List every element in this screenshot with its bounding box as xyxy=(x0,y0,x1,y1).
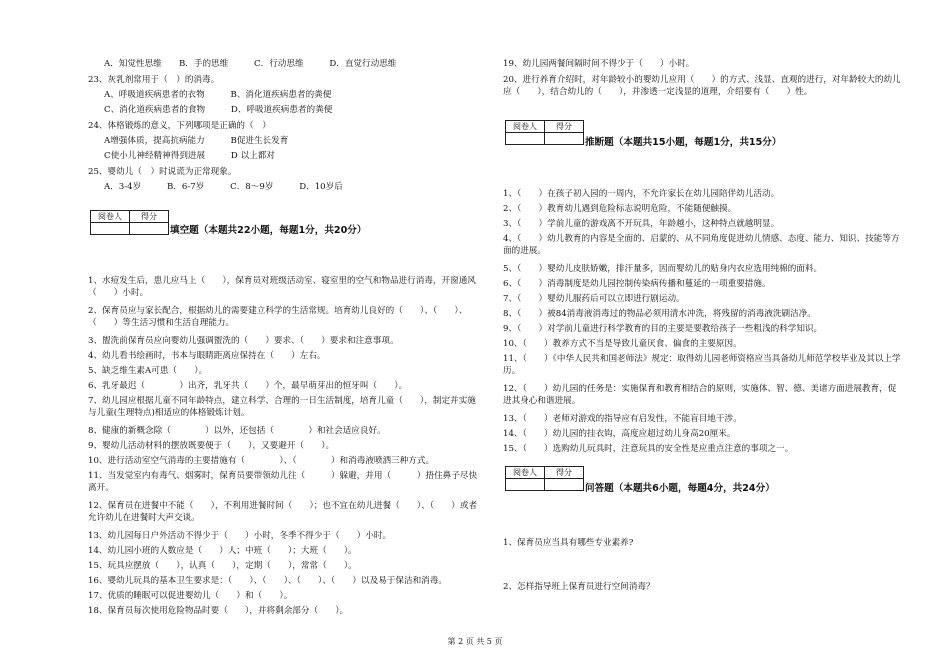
judgment-item: 9、（ ）对学前儿童进行科学教育的目的主要是要教给孩子一些粗浅的科学知识。 xyxy=(503,324,823,334)
reviewer-label: 阅卷人 xyxy=(91,211,130,223)
score-box xyxy=(505,120,584,145)
q25-stem: 25、婴幼儿（ ）时说谎为正常现象。 xyxy=(88,167,237,177)
score-label: 得分 xyxy=(545,121,584,133)
fill-item: 16、婴幼儿玩具的基本卫生要求是：（ ）、（ ）、（ ）、（ ）以及易于保洁和消毒。 xyxy=(88,576,447,586)
fill-item: 6、乳牙最迟（ ）出齐，乳牙共（ ）个，最早萌芽出的恒牙叫（ ）。 xyxy=(88,381,408,391)
fill-item: 10、进行活动室空气消毒的主要措施有（ ）、（ ）和消毒液喷洒三种方式。 xyxy=(88,456,435,466)
fill-item: 8、健康的新概念除（ ）以外，还包括（ ）和社会适应良好。 xyxy=(88,426,386,436)
fill-item: 17、优质的睡眠可以促进婴幼儿（ ）和（ ）。 xyxy=(88,591,293,601)
q25-options: A．3-4岁 B．6-7岁 C．8～9岁 D．10岁后 xyxy=(104,182,343,192)
qa-item: 1、保育员应当具有哪些专业素养? xyxy=(503,538,634,548)
score-label: 得分 xyxy=(545,467,584,479)
judgment-item: 3、（ ）学前儿童的游戏离不开玩具，年龄越小，这种特点就越明显。 xyxy=(503,219,780,229)
fill-item: 15、玩具应摆放（ ），认真（ ），定期（ ），常常（ ）。 xyxy=(88,561,357,571)
reviewer-label: 阅卷人 xyxy=(506,121,545,133)
score-box xyxy=(90,210,169,235)
fill-item: 9、婴幼儿活动材料的摆放既要便于（ ），又要避开（ ）。 xyxy=(88,441,335,451)
judgment-item: 12、（ ）幼儿园的任务是：实施保育和教育相结合的原则，实施体、智、德、美诸方面进展教育，促进其身心和谐进展。 xyxy=(503,384,897,406)
fill-item: 2、保育员应与家长配合，根据幼儿的需要建立科学的生活常规。培育幼儿良好的（ ）、（ ）、（ ）等生活习惯和生活自理能力。 xyxy=(88,306,468,328)
reviewer-label: 阅卷人 xyxy=(506,467,545,479)
judgment-item: 6、（ ）消毒制度是幼儿园控制传染病传播和蔓延的一项重要措施。 xyxy=(503,279,771,289)
score-cell xyxy=(130,223,169,235)
judgment-item: 4、（ ）幼儿教育的内容是全面的、启蒙的、从不同角度促进幼儿情感、态度、能力、知识、技能等方面的进展。 xyxy=(503,234,900,256)
judgment-item: 10、（ ）教养方式不当是导致儿童厌食、偏食的主要原因。 xyxy=(503,339,742,349)
fill-item: 11、当发觉室内有毒气、烟雾时，保育员要带领幼儿往（ ）躲避，并用（ ）捂住鼻子尽快离开。 xyxy=(88,471,478,493)
fill-blank-section-title: 填空题（本题共22小题，每题1分，共20分） xyxy=(170,225,367,236)
q24-options-cd: C使小儿神经精神得到进展 D 以上都对 xyxy=(104,151,275,161)
q23-options-ab: A、呼吸道疾病患者的衣物 B、消化道疾病患者的粪便 xyxy=(104,90,332,100)
judgment-section-title: 推断题（本题共15小题，每题1分，共15分） xyxy=(585,137,782,148)
q22-options: A．知觉性思维 B．手的思维 C．行动思维 D．直觉行动思维 xyxy=(104,59,397,69)
judgment-item: 5、（ ）婴幼儿皮肤娇嫩，排汗量多，因而婴幼儿的贴身内衣应选用纯棉的面料。 xyxy=(503,264,823,274)
qa-item: 2、怎样指导班上保育员进行空间消毒？ xyxy=(503,582,655,592)
reviewer-cell xyxy=(506,133,545,145)
score-cell xyxy=(545,133,584,145)
fill-item: 1、水痘发生后，患儿应马上（ ），保育员对班级活动室、寝室里的空气和物品进行消毒，开窗通风（ ）小时。 xyxy=(88,276,476,298)
judgment-item: 2、（ ）教育幼儿遇到危险标志说明危险，不能随便触摸。 xyxy=(503,204,737,214)
score-label: 得分 xyxy=(130,211,169,223)
q23-options-cd: C、消化道疾病患者的食物 D、呼吸道疾病患者的粪便 xyxy=(104,105,333,115)
fill-item: 20、进行养育介绍时，对年龄较小的婴幼儿应用（ ）的方式、浅显、直观的进行，对年龄较大的幼儿应（ ），结合幼儿的（ ），并渗透一定浅显的道理，介绍要有（ ）性。 xyxy=(503,75,901,97)
fill-item: 13、幼儿园每日户外活动不得少于（ ）小时，冬季不得少于（ ）小时。 xyxy=(88,531,392,541)
fill-item: 12、保育员在进餐中不能（ ），不利用进餐时间（ ）；也不宜在幼儿进餐（ ）、（ ）或者允许幼儿在进餐时大声交谈。 xyxy=(88,501,478,523)
reviewer-cell xyxy=(91,223,130,235)
q23-stem: 23、灰乳剂常用于（ ）的消毒。 xyxy=(88,75,220,85)
score-box xyxy=(505,466,584,491)
judgment-item: 1、（ ）在孩子初入园的一周内，不允许家长在幼儿园陪伴幼儿活动。 xyxy=(503,189,780,199)
judgment-item: 7、（ ）婴幼儿服药后可以立即进行剧运动。 xyxy=(503,294,685,304)
fill-item: 19、幼儿园两餐间隔时间不得少于（ ）小时。 xyxy=(503,59,695,69)
fill-item: 4、幼儿看书绘画时，书本与眼睛距离应保持在（ ）左右。 xyxy=(88,351,326,361)
score-cell xyxy=(545,479,584,491)
fill-item: 5、缺乏维生素A可患（ ）。 xyxy=(88,366,208,376)
judgment-item: 8、（ ）被84消毒液消毒过的物品必须用清水冲洗，将残留的消毒液洗刷洁净。 xyxy=(503,309,816,319)
reviewer-cell xyxy=(506,479,545,491)
qa-section-title: 问答题（本题共6小题，每题4分，共24分） xyxy=(585,483,775,494)
judgment-item: 13、（ ）老师对游戏的指导应有启发性，不能盲目地干涉。 xyxy=(503,414,742,424)
judgment-item: 11、（ ）《中华人民共和国老师法》规定：取得幼儿园老师资格应当具备幼儿师范学校毕业及其以上学历。 xyxy=(503,354,901,376)
q24-options-ab: A增强体质，提高抗病能力 B促进生长发育 xyxy=(104,136,289,146)
judgment-item: 14、（ ）幼儿园的挂衣钩，高度应超过幼儿身高20厘米。 xyxy=(503,429,736,439)
fill-item: 3、盥洗前保育员应向婴幼儿强调盥洗的（ ）要求、（ ）要求和注意事项。 xyxy=(88,336,399,346)
fill-item: 7、幼儿园应根据儿童不同年龄特点，建立科学、合理的一日生活制度，培育儿童（ ），制定并实施与儿童(生理特点)相适应的体格锻炼计划。 xyxy=(88,396,476,418)
q24-stem: 24、体格锻炼的意义，下列哪项是正确的（ ） xyxy=(88,121,271,131)
page-footer: 第 2 页 共 5 页 xyxy=(447,637,503,646)
judgment-item: 15、（ ）选购幼儿玩具时，注意玩具的安全性是应重点注意的事项之一。 xyxy=(503,444,794,454)
fill-item: 14、幼儿园小班的人数应是（ ）人；中班（ ）；大班（ ）。 xyxy=(88,546,357,556)
fill-item: 18、保育员每次使用危险物品时要（ ），并将剩余部分（ ）。 xyxy=(88,606,349,616)
